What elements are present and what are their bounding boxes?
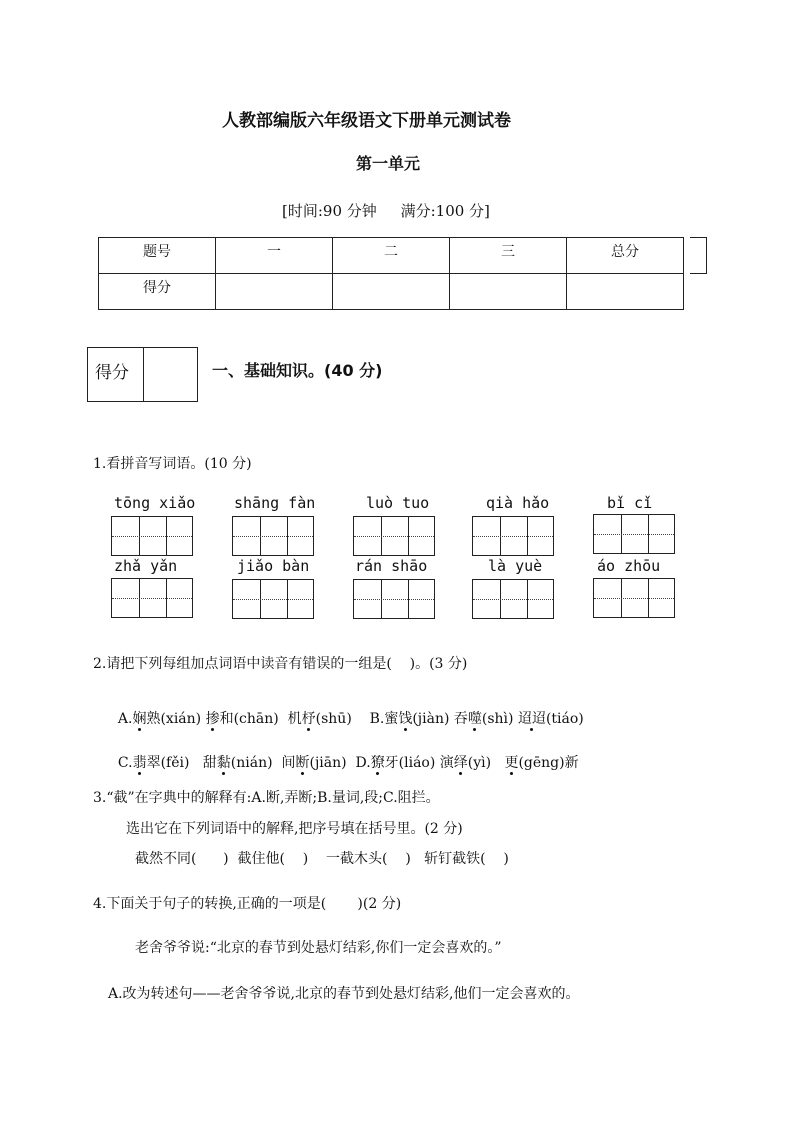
question-4-option-a: A.改为转述句——老舍爷爷说,北京的春节到处悬灯结彩,他们一定会喜欢的。: [108, 986, 580, 1002]
question-2-prompt: 2.请把下列每组加点词语中读音有错误的一组是( )。(3 分): [93, 656, 468, 672]
pinyin-label: tōng xiǎo: [114, 494, 196, 512]
unit-title: 第一单元: [356, 154, 421, 173]
question-3-instruction: 选出它在下列词语中的解释,把序号填在括号里。(2 分): [126, 821, 463, 837]
page-title: 人教部编版六年级语文下册单元测试卷: [222, 111, 511, 131]
writing-grid[interactable]: [232, 516, 314, 556]
score-header-cell: 一: [216, 238, 333, 274]
writing-grid[interactable]: [353, 516, 435, 556]
question-2-line-cd: C.翡翠(fěi) 甜黏(nián) 间断(jiān) D.獠牙(liáo) 演绎(yì) 更(gēng)新: [117, 755, 579, 771]
section-title: 一、基础知识。(40 分): [212, 361, 383, 380]
score-cell[interactable]: [333, 274, 450, 310]
score-header-cell: 三: [450, 238, 567, 274]
section-score-label: 得分: [95, 363, 129, 383]
question-4-prompt: 4.下面关于句子的转换,正确的一项是( )(2 分): [93, 896, 402, 912]
score-header-cell: 总分: [567, 238, 684, 274]
score-table: [98, 237, 684, 310]
pinyin-label: zhǎ yǎn: [114, 557, 178, 575]
pinyin-label: là yuè: [488, 557, 543, 575]
score-cell[interactable]: [450, 274, 567, 310]
pinyin-label: áo zhōu: [597, 557, 661, 575]
pinyin-label: qià hǎo: [486, 494, 550, 512]
question-2-line-ab: A.娴熟(xián) 掺和(chān) 机杼(shū) B.蜜饯(jiàn) 吞噬(shì) 迢迢(tiáo): [117, 711, 584, 727]
writing-grid[interactable]: [593, 578, 675, 618]
question-1-prompt: 1.看拼音写词语。(10 分): [93, 456, 252, 472]
writing-grid[interactable]: [472, 579, 554, 619]
score-row-label: 得分: [99, 274, 216, 310]
writing-grid[interactable]: [472, 516, 554, 556]
pinyin-label: bǐ cǐ: [607, 494, 653, 512]
writing-grid[interactable]: [353, 579, 435, 619]
time-info: [时间:90 分钟 满分:100 分]: [282, 202, 490, 220]
score-header-cell: 题号: [99, 238, 216, 274]
pinyin-label: rán shāo: [355, 557, 428, 575]
section-score-box: [87, 347, 198, 402]
writing-grid[interactable]: [111, 578, 193, 618]
section-score-divider: [143, 348, 144, 401]
score-cell[interactable]: [567, 274, 684, 310]
score-cell[interactable]: [216, 274, 333, 310]
pinyin-label: luò tuo: [366, 494, 430, 512]
score-table-extra-cell: [690, 237, 707, 274]
writing-grid[interactable]: [232, 579, 314, 619]
score-header-cell: 二: [333, 238, 450, 274]
pinyin-label: jiǎo bàn: [237, 557, 310, 575]
pinyin-label: shāng fàn: [234, 494, 316, 512]
question-3-prompt: 3.“截”在字典中的解释有:A.断,弄断;B.量词,段;C.阻拦。: [93, 790, 440, 806]
question-4-quote: 老舍爷爷说:“北京的春节到处悬灯结彩,你们一定会喜欢的。”: [135, 940, 502, 956]
writing-grid[interactable]: [111, 516, 193, 556]
writing-grid[interactable]: [593, 514, 675, 554]
question-3-items: 截然不同( ) 截住他( ) 一截木头( ) 斩钉截铁( ): [135, 851, 509, 867]
